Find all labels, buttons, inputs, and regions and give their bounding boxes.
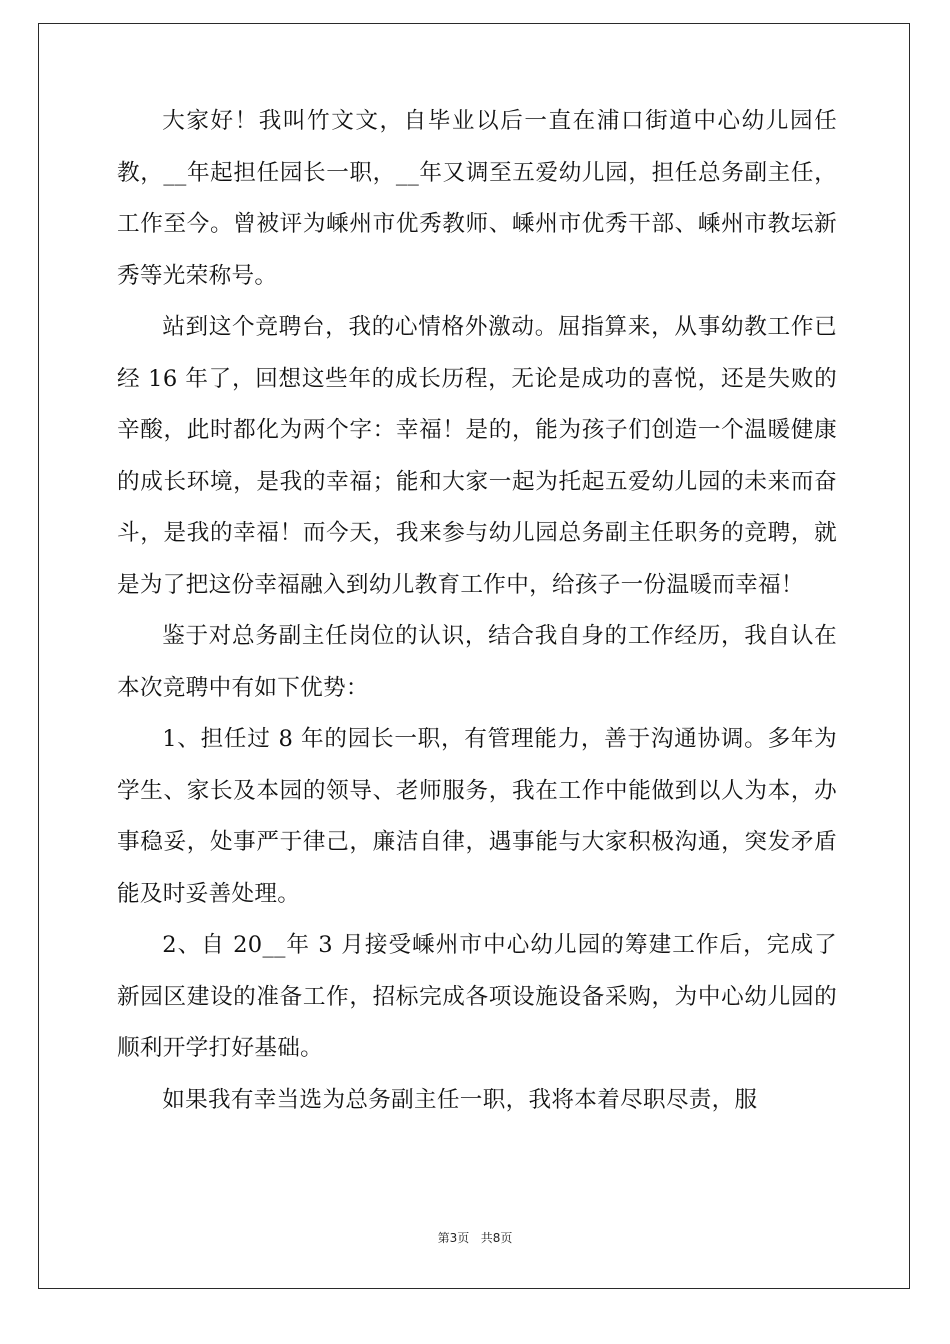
document-body — [117, 96, 837, 1126]
page-number-total: 共8页 — [480, 1231, 513, 1245]
paragraph-commitment: 如果我有幸当选为总务副主任一职，我将本着尽职尽责，服 — [162, 1086, 758, 1113]
paragraph-feelings: 站到这个竞聘台，我的心情格外激动。屈指算来，从事幼教工作已经 16 年了，回想这些年的成长历程，无论是成功的喜悦，还是失败的辛酸，此时都化为两个字：幸福！是的，能为孩子们创造一个温暖健康的成长环境，是我的幸福；能和大家一起为托起五爱幼儿园的未来而奋斗，是我的幸福！而今天，我来参与幼儿园总务副主任职务的竞聘，就是为了把这份幸福融入到幼儿教育工作中，给孩子一份温暖而幸福！ — [117, 314, 837, 598]
page-footer — [0, 1229, 950, 1246]
paragraph-advantage-2: 2、自 20__年 3 月接受嵊州市中心幼儿园的筹建工作后，完成了新园区建设的准备工作，招标完成各项设施设备采购，为中心幼儿园的顺利开学打好基础。 — [117, 932, 837, 1061]
paragraph-advantages-intro: 鉴于对总务副主任岗位的认识，结合我自身的工作经历，我自认在本次竞聘中有如下优势： — [117, 623, 837, 701]
paragraph-intro: 大家好！我叫竹文文，自毕业以后一直在浦口街道中心幼儿园任教，__年起担任园长一职，__年又调至五爱幼儿园，担任总务副主任，工作至今。曾被评为嵊州市优秀教师、嵊州市优秀干部、嵊州市教坛新秀等光荣称号。 — [117, 108, 837, 289]
paragraph-advantage-1: 1、担任过 8 年的园长一职，有管理能力，善于沟通协调。多年为学生、家长及本园的领导、老师服务，我在工作中能做到以人为本，办事稳妥，处事严于律己，廉洁自律，遇事能与大家积极沟通，突发矛盾能及时妥善处理。 — [117, 726, 837, 907]
page-number-current: 第3页 — [437, 1231, 470, 1245]
